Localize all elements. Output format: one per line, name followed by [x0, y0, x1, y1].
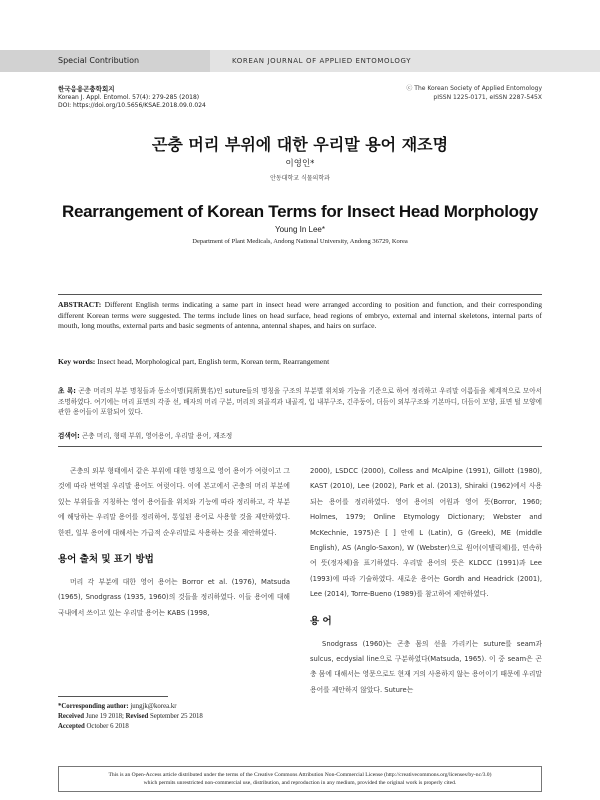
section-heading-sources: 용어 출처 및 표기 방법 [58, 554, 154, 566]
received-label: Received [58, 713, 85, 720]
citation-block [58, 85, 206, 111]
footnote-divider [58, 696, 168, 697]
terms-paragraph: Snodgrass (1960)는 곤충 몸의 선을 가리키는 suture를 seam과 sulcus, ecdysial line으로 구분하였다(Matsuda, 1965). 이 중 seam은 곤충 몸에 대해서는 영문으로도 현재 거의 사용하지 않는 용어이기 때문에 우리말 용어를 제안하지 않았다. Suture는 [310, 639, 542, 694]
intro-paragraph: 곤충의 외부 형태에서 같은 부위에 대한 명칭으로 영어 용어가 여럿이고 그것에 따라 번역된 우리말 용어도 여럿이다. 이에 본고에서 곤충의 머리 부분에 있는 부위들을 지칭하는 영어 용어들을 위치와 기능에 따라 정리하고, 각 부분에 해당하는 우리말 용어를 정리하여, 통일된 용어로 사용할 것을 제안하였다. 한편, 일부 용어에 대해서는 가급적 순우리말로 사용하는 것을 제안하였다. [58, 467, 290, 537]
keywords-label: Key words: [58, 357, 96, 366]
society-copyright: ⓒ The Korean Society of Applied Entomology [406, 85, 542, 92]
affiliation-korean: 안동대학교 식물의학과 [270, 175, 330, 182]
body-column-left [58, 464, 290, 621]
author-korean: 이영인* [285, 159, 315, 169]
doi-link[interactable]: DOI: https://doi.org/10.5656/KSAE.2018.09.0.024 [58, 102, 206, 109]
license-line-2: which permits unrestricted non-commercial use, distribution, and reproduction in any medium, provided the original work is properly cited. [143, 780, 457, 786]
body-column-right [310, 464, 542, 698]
sources-paragraph-continued: 2000), LSDCC (2000), Colless and McAlpine (1991), Gillott (1980), KAST (2010), Lee (2002), Park et al. (2013), Shiraki (1962)에서 사용되는 용어를 정리하였다. 영어 용어의 어원과 영어 뜻(Borror, 1960; Holmes, 1979; Online Etymology Dictionary; Webster and McKechnie, 1975)은 [ ] 안에 L (Latin), G (Greek), ME (middle English), AS (Anglo-Saxon), W (Webster)으로 원어(이탤릭체)를, 연속하여 뜻(정자체)을 표기하였다. 우리말 용어의 뜻은 KLDCC (1991)과 Lee (1993)에 따라 기술하였다. 새로운 용어는 Gordh and Headrick (2001), Lee (2014), Torre-Bueno (1989)를 참고하여 제안하였다. [310, 467, 542, 599]
journal-name: KOREAN JOURNAL OF APPLIED ENTOMOLOGY [232, 57, 412, 65]
issn-line: pISSN 1225-0171, eISSN 2287-545X [433, 93, 542, 101]
divider-top [58, 294, 542, 295]
journal-name-kr: 한국응용곤충학회지 [58, 85, 115, 93]
title-english: Rearrangement of Korean Terms for Insect Head Morphology [62, 202, 538, 221]
footnote [58, 702, 290, 732]
divider-middle [58, 446, 542, 447]
revised-date: September 25 2018 [149, 713, 203, 720]
revised-label: Revised [125, 713, 149, 720]
keywords-english [58, 357, 542, 367]
abstract-text: Different English terms indicating a same part in insect head were arranged according to position and function, and their corresponding different Korean terms were suggested. The terms include lines on head surface, head regions of embryo, external and internal skeletons, internal parts of mouth, long mouths, external parts and basic segments of antenna, antennal shapes, and hairs on surface. [58, 300, 542, 331]
keywords-kr-text: 곤충 머리, 형태 부위, 영어용어, 우리말 용어, 재조정 [81, 432, 233, 440]
section-heading-terms: 용 어 [310, 615, 332, 627]
society-block [406, 85, 542, 102]
author-english: Young In Lee* [275, 225, 325, 234]
citation-line: Korean J. Appl. Entomol. 57(4): 279-285 (2018) [58, 93, 200, 101]
keywords-text: Insect head, Morphological part, English term, Korean term, Rearrangement [97, 357, 330, 366]
corresponding-author [58, 702, 290, 712]
journal-header-bar [0, 50, 600, 72]
corresponding-email[interactable]: jungjk@korea.kr [130, 703, 177, 710]
abstract-label: ABSTRACT: [58, 300, 102, 309]
keywords-korean [58, 431, 542, 441]
received-date: June 19 2018; [85, 713, 124, 720]
dates-line [58, 712, 290, 722]
abstract-kr-text: 곤충 머리의 부분 명칭들과 동소이명(同所異名)인 suture들의 명칭을 구조의 부분별 위치와 기능을 기준으로 하여 정리하고 우리말 이름들을 체계적으로 모아서 조명하였다. 여기에는 머리 표면의 각종 선, 배자의 머리 구분, 머리의 외골격과 내골격, 입 내부구조, 긴주둥이, 더듬이 외부구조와 기본마디, 더듬이 모양, 표면 털 모양에 관한 용어들이 포함되어 있다. [58, 387, 542, 417]
abstract-korean [58, 386, 542, 418]
keywords-kr-label: 검색어: [58, 432, 80, 440]
license-line-1: This is an Open-Access article distributed under the terms of the Creative Commons Attribution Non-Commercial License (http://creativecommons.org/licenses/by-nc/3.0) [108, 772, 492, 778]
accepted-date: October 6 2018 [86, 723, 129, 730]
accepted-label: Accepted [58, 723, 85, 730]
title-korean: 곤충 머리 부위에 대한 우리말 용어 재조명 [151, 135, 449, 154]
section-tag: Special Contribution [0, 50, 210, 72]
license-box [58, 766, 542, 792]
abstract-kr-label: 초 록: [58, 387, 76, 395]
corresponding-label: *Corresponding author: [58, 703, 129, 710]
affiliation-english: Department of Plant Medicals, Andong National University, Andong 36729, Korea [192, 238, 408, 245]
accepted-line [58, 722, 290, 732]
abstract-english [58, 300, 542, 332]
sources-paragraph: 머리 각 부분에 대한 영어 용어는 Borror et al. (1976), Matsuda (1965), Snodgrass (1935, 1960)의 것들을 정리하였다. 이들 용어에 대해 국내에서 쓰이고 있는 우리말 용어는 KABS (1998, [58, 578, 290, 617]
